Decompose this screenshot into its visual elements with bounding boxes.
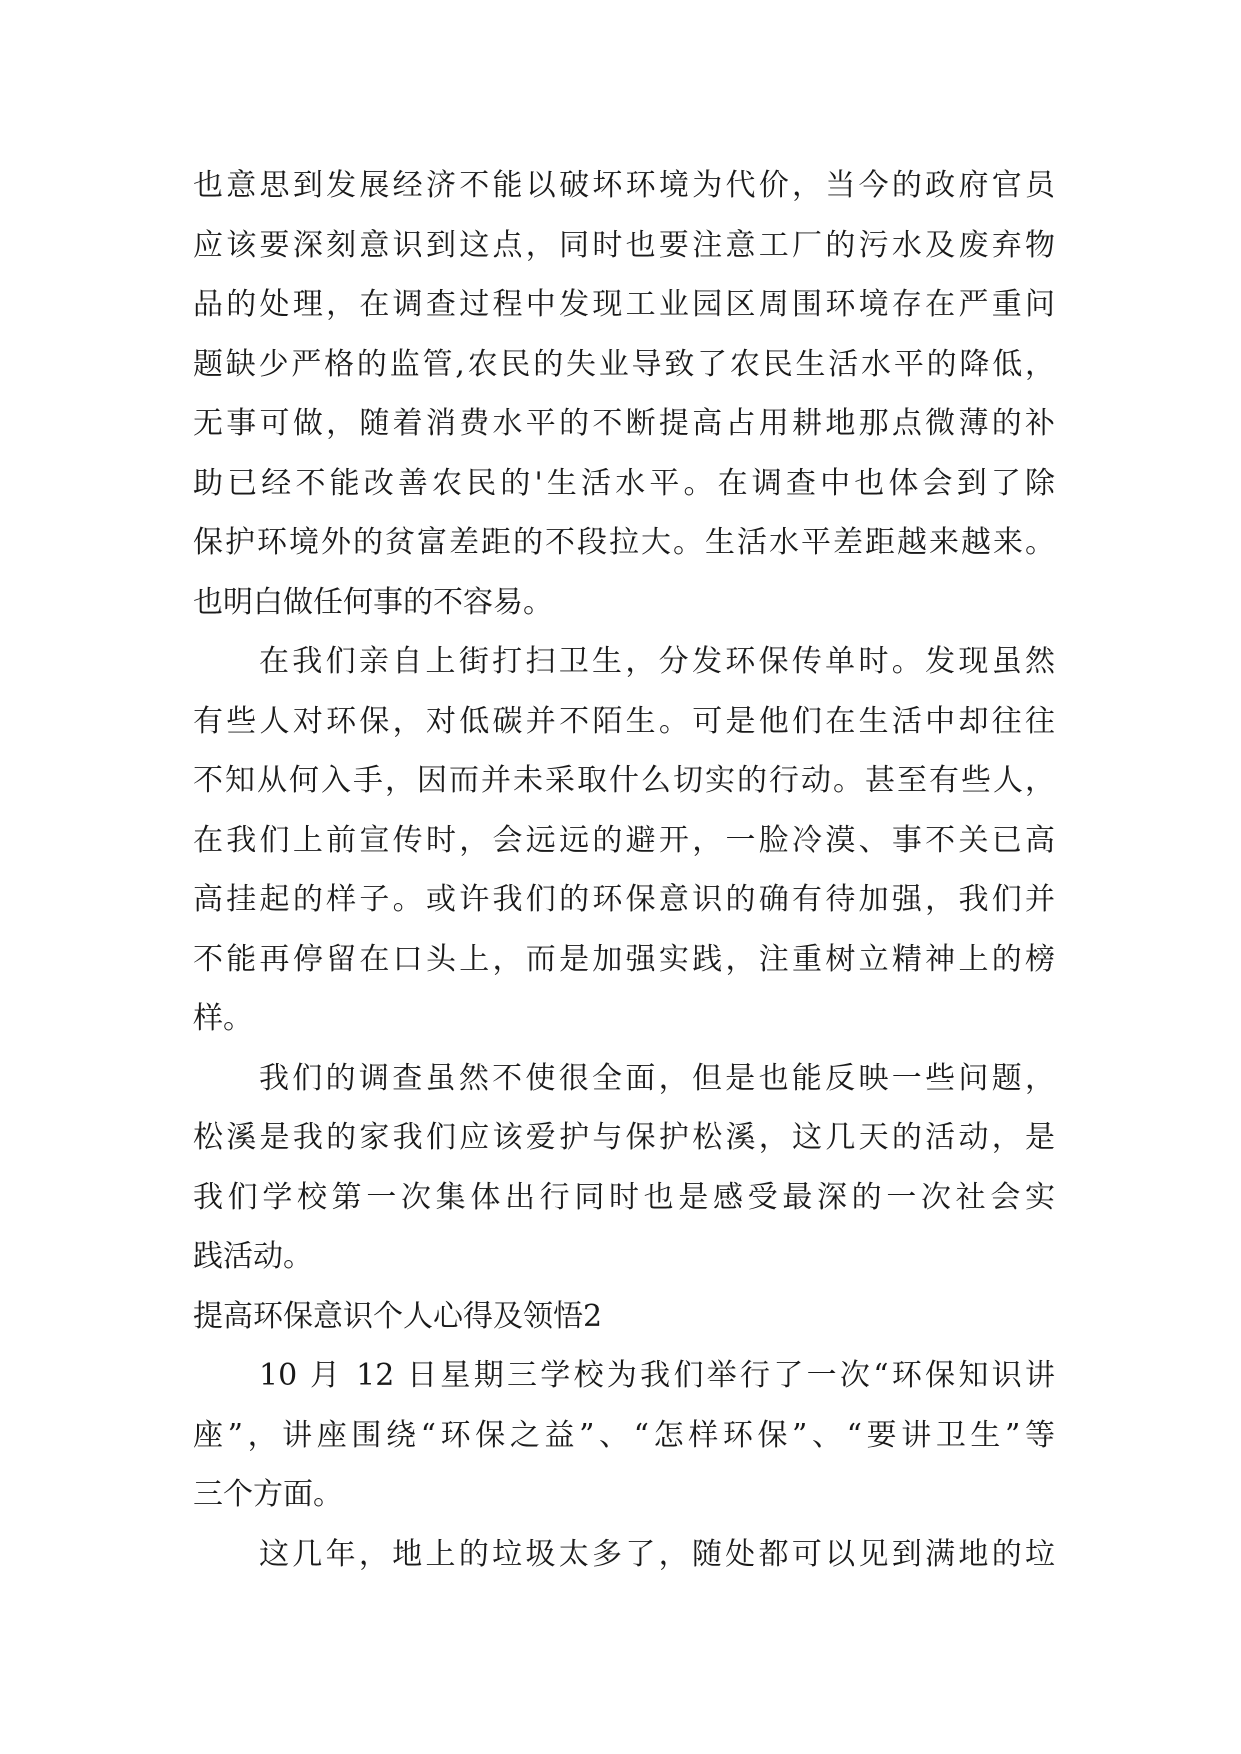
text-line: 高挂起的样子。或许我们的环保意识的确有待加强，我们并 (193, 882, 1055, 917)
paragraph-3 (193, 1049, 1055, 1287)
text-line: 这几年，地上的垃圾太多了，随处都可以见到满地的垃 (259, 1536, 1055, 1572)
text-line: 我们的调查虽然不使很全面，但是也能反映一些问题， (259, 1060, 1055, 1096)
text-line: 不知从何入手，因而并未采取什么切实的行动。甚至有些人， (193, 763, 1055, 798)
text-line: 在我们上前宣传时，会远远的避开，一脸冷漠、事不关已高 (193, 822, 1055, 858)
text-line: 保护环境外的贫富差距的不段拉大。生活水平差距越来越来。 (193, 525, 1055, 560)
text-line: 松溪是我的家我们应该爱护与保护松溪，这几天的活动，是 (193, 1120, 1055, 1155)
text-line: 我们学校第一次集体出行同时也是感受最深的一次社会实 (193, 1179, 1055, 1215)
text-line: 样。 (193, 1001, 253, 1036)
paragraph-5 (193, 1525, 1055, 1585)
paragraph-1 (193, 156, 1055, 632)
text-line: 践活动。 (193, 1239, 313, 1274)
text-line: 10 月 12 日星期三学校为我们举行了一次“环保知识讲 (259, 1358, 1055, 1393)
text-line: 助已经不能改善农民的'生活水平。在调查中也体会到了除 (193, 465, 1055, 501)
text-line: 也明白做任何事的不容易。 (193, 584, 553, 620)
text-line: 座”，讲座围绕“环保之益”、“怎样环保”、“要讲卫生”等 (193, 1417, 1055, 1453)
text-line: 应该要深刻意识到这点，同时也要注意工厂的污水及废弃物 (193, 227, 1055, 263)
text-line: 不能再停留在口头上，而是加强实践，注重树立精神上的榜 (193, 941, 1055, 977)
text-line: 品的处理，在调查过程中发现工业园区周围环境存在严重问 (193, 287, 1055, 322)
text-line: 无事可做，随着消费水平的不断提高占用耕地那点微薄的补 (193, 406, 1055, 441)
text-line: 在我们亲自上街打扫卫生，分发环保传单时。发现虽然 (259, 644, 1055, 679)
text-line: 题缺少严格的监管,农民的失业导致了农民生活水平的降低， (193, 346, 1055, 382)
paragraph-2 (193, 632, 1055, 1049)
document-page (193, 156, 1055, 1584)
paragraph-4 (193, 1346, 1055, 1525)
text-line: 也意思到发展经济不能以破坏环境为代价，当今的政府官员 (193, 168, 1055, 203)
text-line: 三个方面。 (193, 1477, 343, 1512)
text-line: 有些人对环保，对低碳并不陌生。可是他们在生活中却往往 (193, 703, 1055, 739)
section-heading: 提高环保意识个人心得及领悟2 (193, 1298, 603, 1334)
